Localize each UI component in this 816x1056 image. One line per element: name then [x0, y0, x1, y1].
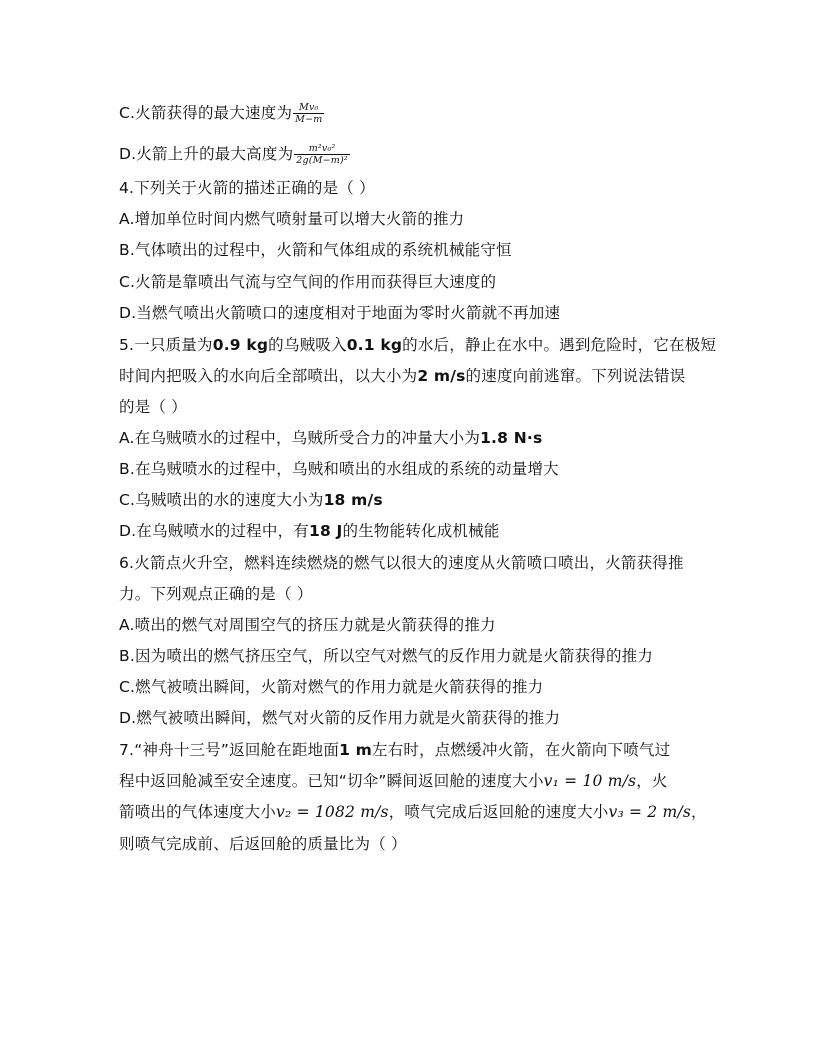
q5-option-d-text: 的生物能转化成机械能 [342, 522, 500, 540]
q7-text: ， [690, 803, 707, 821]
q5-text: 的水后，静止在水中。遇到危险时，它在极短 [402, 336, 717, 354]
q6-option-a: A.喷出的燃气对周围空气的挤压力就是火箭获得的推力 [119, 616, 496, 634]
fraction-numerator: m²v₀² [294, 143, 350, 155]
q6-option-d: D.燃气被喷出瞬间，燃气对火箭的反作用力就是火箭获得的推力 [119, 709, 561, 727]
q5-option-a [119, 428, 542, 448]
q7-text: 7.“神舟十三号”返回舱在距地面 [119, 741, 340, 759]
q7-v2: v₂ = 1082 m/s [276, 803, 389, 821]
fraction-numerator: Mv₀ [293, 102, 324, 114]
q7-height: 1 m [339, 741, 372, 759]
q4-option-d: D.当燃气喷出火箭喷口的速度相对于地面为零时火箭就不再加速 [119, 304, 561, 322]
q7-text: ，喷气完成后返回舱的速度大小 [388, 803, 609, 821]
q5-text: 5.一只质量为 [119, 336, 213, 354]
q6-stem-line-1: 6.火箭点火升空，燃料连续燃烧的燃气以很大的速度从火箭喷口喷出，火箭获得推 [119, 554, 684, 572]
q5-text: 的乌贼吸入 [268, 336, 347, 354]
q3-option-c [119, 102, 324, 125]
q3-option-d [119, 143, 350, 166]
q5-option-d [119, 521, 500, 541]
q7-text: 程中返回舱减至安全速度。已知“切伞”瞬间返回舱的速度大小 [119, 772, 544, 790]
q7-text: ，火 [636, 772, 668, 790]
q7-v1: v₁ = 10 m/s [543, 772, 637, 790]
q5-option-b: B.在乌贼喷水的过程中，乌贼和喷出的水组成的系统的动量增大 [119, 460, 559, 478]
q6-option-c: C.燃气被喷出瞬间，火箭对燃气的作用力就是火箭获得的推力 [119, 678, 544, 696]
q3-option-c-fraction [293, 102, 324, 125]
q5-mass-squid: 0.9 kg [212, 336, 269, 354]
q7-stem-line-4: 则喷气完成前、后返回舱的质量比为（ ） [119, 835, 407, 853]
q7-stem-line-3 [119, 802, 707, 822]
fraction-denominator: M−m [295, 114, 323, 125]
q5-mass-water: 0.1 kg [346, 336, 403, 354]
q5-option-c-value: 18 m/s [323, 491, 383, 509]
q7-text: 左右时，点燃缓冲火箭，在火箭向下喷气过 [372, 741, 671, 759]
q5-option-c [119, 490, 383, 510]
q5-option-d-text: D.在乌贼喷水的过程中，有 [119, 522, 309, 540]
q4-option-c: C.火箭是靠喷出气流与空气间的作用而获得巨大速度的 [119, 273, 497, 291]
q5-option-a-text: A.在乌贼喷水的过程中，乌贼所受合力的冲量大小为 [119, 429, 481, 447]
q5-option-d-value: 18 J [308, 522, 343, 540]
q7-stem-line-2 [119, 771, 668, 791]
q6-stem-line-2: 力。下列观点正确的是（ ） [119, 585, 313, 603]
q7-stem-line-1 [119, 740, 670, 760]
q4-option-b: B.气体喷出的过程中，火箭和气体组成的系统机械能守恒 [119, 241, 512, 259]
q5-text: 时间内把吸入的水向后全部喷出，以大小为 [119, 367, 418, 385]
q3-option-d-fraction [294, 143, 350, 166]
fraction-denominator: 2g(M−m)² [296, 155, 348, 166]
q5-stem-line-2 [119, 366, 685, 386]
q5-option-a-value: 1.8 N·s [480, 429, 543, 447]
q6-option-b: B.因为喷出的燃气挤压空气，所以空气对燃气的反作用力就是火箭获得的推力 [119, 647, 654, 665]
q7-v3: v₃ = 2 m/s [608, 803, 691, 821]
q5-option-c-text: C.乌贼喷出的水的速度大小为 [119, 491, 324, 509]
q5-stem-line-3: 的是（ ） [119, 398, 187, 416]
q5-speed: 2 m/s [417, 367, 466, 385]
q5-text: 的速度向前逃窜。下列说法错误 [465, 367, 686, 385]
q4-option-a: A.增加单位时间内燃气喷射量可以增大火箭的推力 [119, 210, 465, 228]
q3-option-d-text: D.火箭上升的最大高度为 [119, 145, 294, 163]
q5-stem-line-1 [119, 335, 716, 355]
q3-option-c-text: C.火箭获得的最大速度为 [119, 104, 293, 122]
q4-stem: 4.下列关于火箭的描述正确的是（ ） [119, 179, 375, 197]
q7-text: 箭喷出的气体速度大小 [119, 803, 277, 821]
